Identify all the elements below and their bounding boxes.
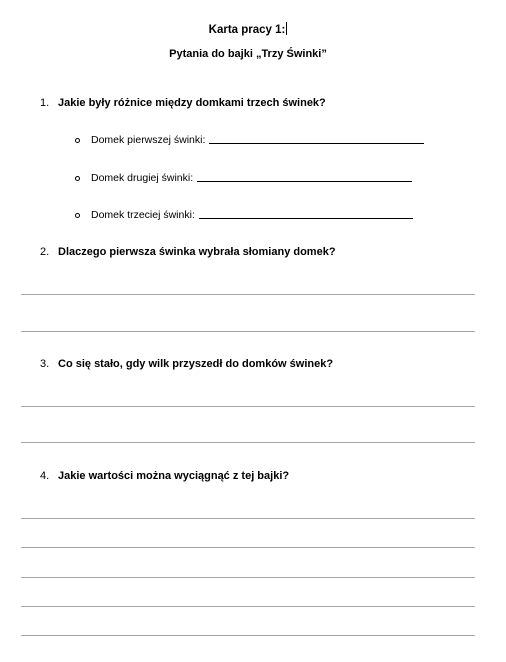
answer-line[interactable] [21, 406, 475, 407]
worksheet-title [0, 22, 496, 36]
worksheet-subtitle: Pytania do bajki „Trzy Świnki” [169, 48, 327, 60]
question-text: Jakie były różnice między domkami trzech świnek? [58, 97, 326, 109]
answer-item-label: Domek trzeciej świnki: [91, 209, 195, 221]
question-number: 4. [40, 470, 50, 482]
answer-item [75, 172, 412, 184]
fill-in-line[interactable] [209, 142, 424, 144]
question-text: Jakie wartości można wyciągnąć z tej bajki? [58, 470, 290, 482]
answer-line[interactable] [21, 547, 475, 548]
answer-line[interactable] [21, 577, 475, 578]
question-1 [40, 97, 326, 109]
fill-in-line[interactable] [199, 217, 413, 219]
answer-line[interactable] [21, 606, 475, 607]
question-4 [40, 470, 289, 482]
question-number: 2. [40, 246, 50, 258]
bullet-circle-icon [75, 213, 80, 218]
answer-line[interactable] [21, 518, 475, 519]
answer-line[interactable] [21, 294, 475, 295]
question-text: Co się stało, gdy wilk przyszedł do domków świnek? [58, 358, 334, 370]
question-text: Dlaczego pierwsza świnka wybrała słomiany domek? [58, 246, 336, 258]
answer-line[interactable] [21, 331, 475, 332]
fill-in-line[interactable] [197, 180, 412, 182]
question-2 [40, 246, 336, 258]
answer-item [75, 209, 413, 221]
question-3 [40, 358, 333, 370]
question-number: 3. [40, 358, 50, 370]
question-number: 1. [40, 97, 50, 109]
text-cursor [286, 22, 287, 35]
answer-line[interactable] [21, 635, 475, 636]
answer-line[interactable] [21, 442, 475, 443]
worksheet-title-text: Karta pracy 1: [208, 24, 286, 36]
answer-item [75, 134, 424, 146]
answer-item-label: Domek pierwszej świnki: [91, 134, 206, 146]
bullet-circle-icon [75, 176, 80, 181]
answer-item-label: Domek drugiej świnki: [91, 172, 194, 184]
bullet-circle-icon [75, 138, 80, 143]
